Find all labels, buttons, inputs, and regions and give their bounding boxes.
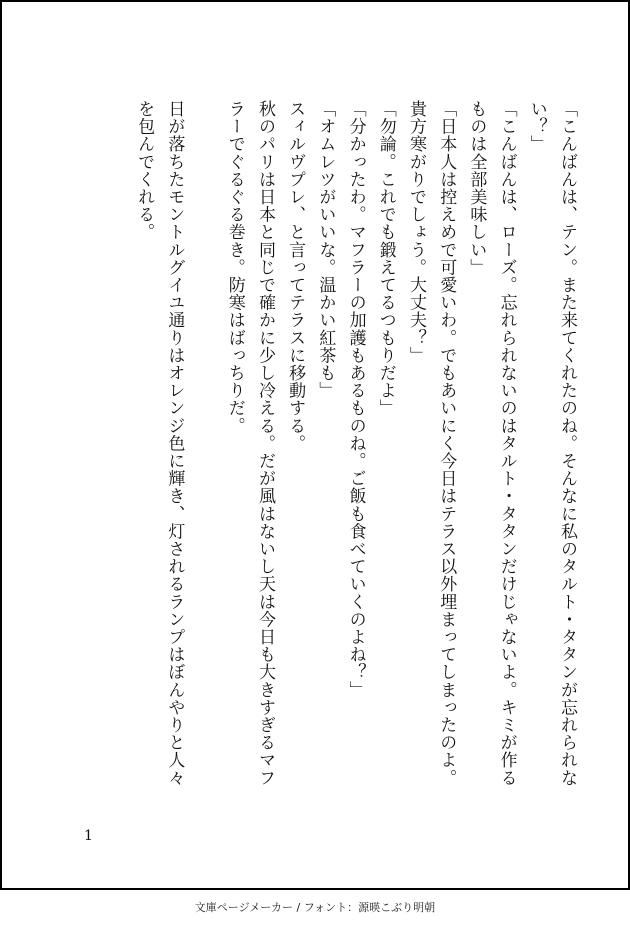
page-number: 1: [84, 828, 93, 844]
paragraph-1: 「こんばんは、テン。また来てくれたのね。そんなに私のタルト・タタンが忘れられない？」: [526, 100, 577, 787]
paragraph-4: 「勿論。これでも鍛えてるつもりだよ」: [375, 100, 396, 417]
vertical-body-text: [129, 100, 582, 800]
paragraph-8: 秋のパリは日本と同じで確かに少し冷える。だが風はないし天は今日も大きすぎるマフラーでぐるぐる巻き。防寒はばっちりだ。: [224, 100, 275, 787]
paragraph-9: 日が落ちたモントルグイユ通りはオレンジ色に輝き、灯されるランプはぼんやりと人々を包んでくれる。: [134, 100, 185, 787]
blank-line: [189, 100, 219, 800]
footer-credit: 文庫ページメーカー / フォント：源暎こぶり明朝: [194, 901, 436, 914]
paragraph-6: 「オムレツがいいな。温かい紅茶も」: [315, 100, 336, 400]
paragraph-5: 「分かったわ。マフラーの加護もあるものね。ご飯も食べていくのよね？」: [345, 100, 366, 699]
paragraph-2: 「こんばんは、ローズ。忘れられないのはタルト・タタンだけじゃないよ。キミが作るものは全部美味しい」: [466, 100, 517, 787]
paragraph-7: スィルヴプレ、と言ってテラスに移動する。: [285, 100, 306, 452]
paragraph-3: 「日本人は控えめで可愛いわ。でもあいにく今日はテラス以外埋まってしまったのよ。貴方寒がりでしょう。大丈夫？」: [405, 100, 457, 787]
